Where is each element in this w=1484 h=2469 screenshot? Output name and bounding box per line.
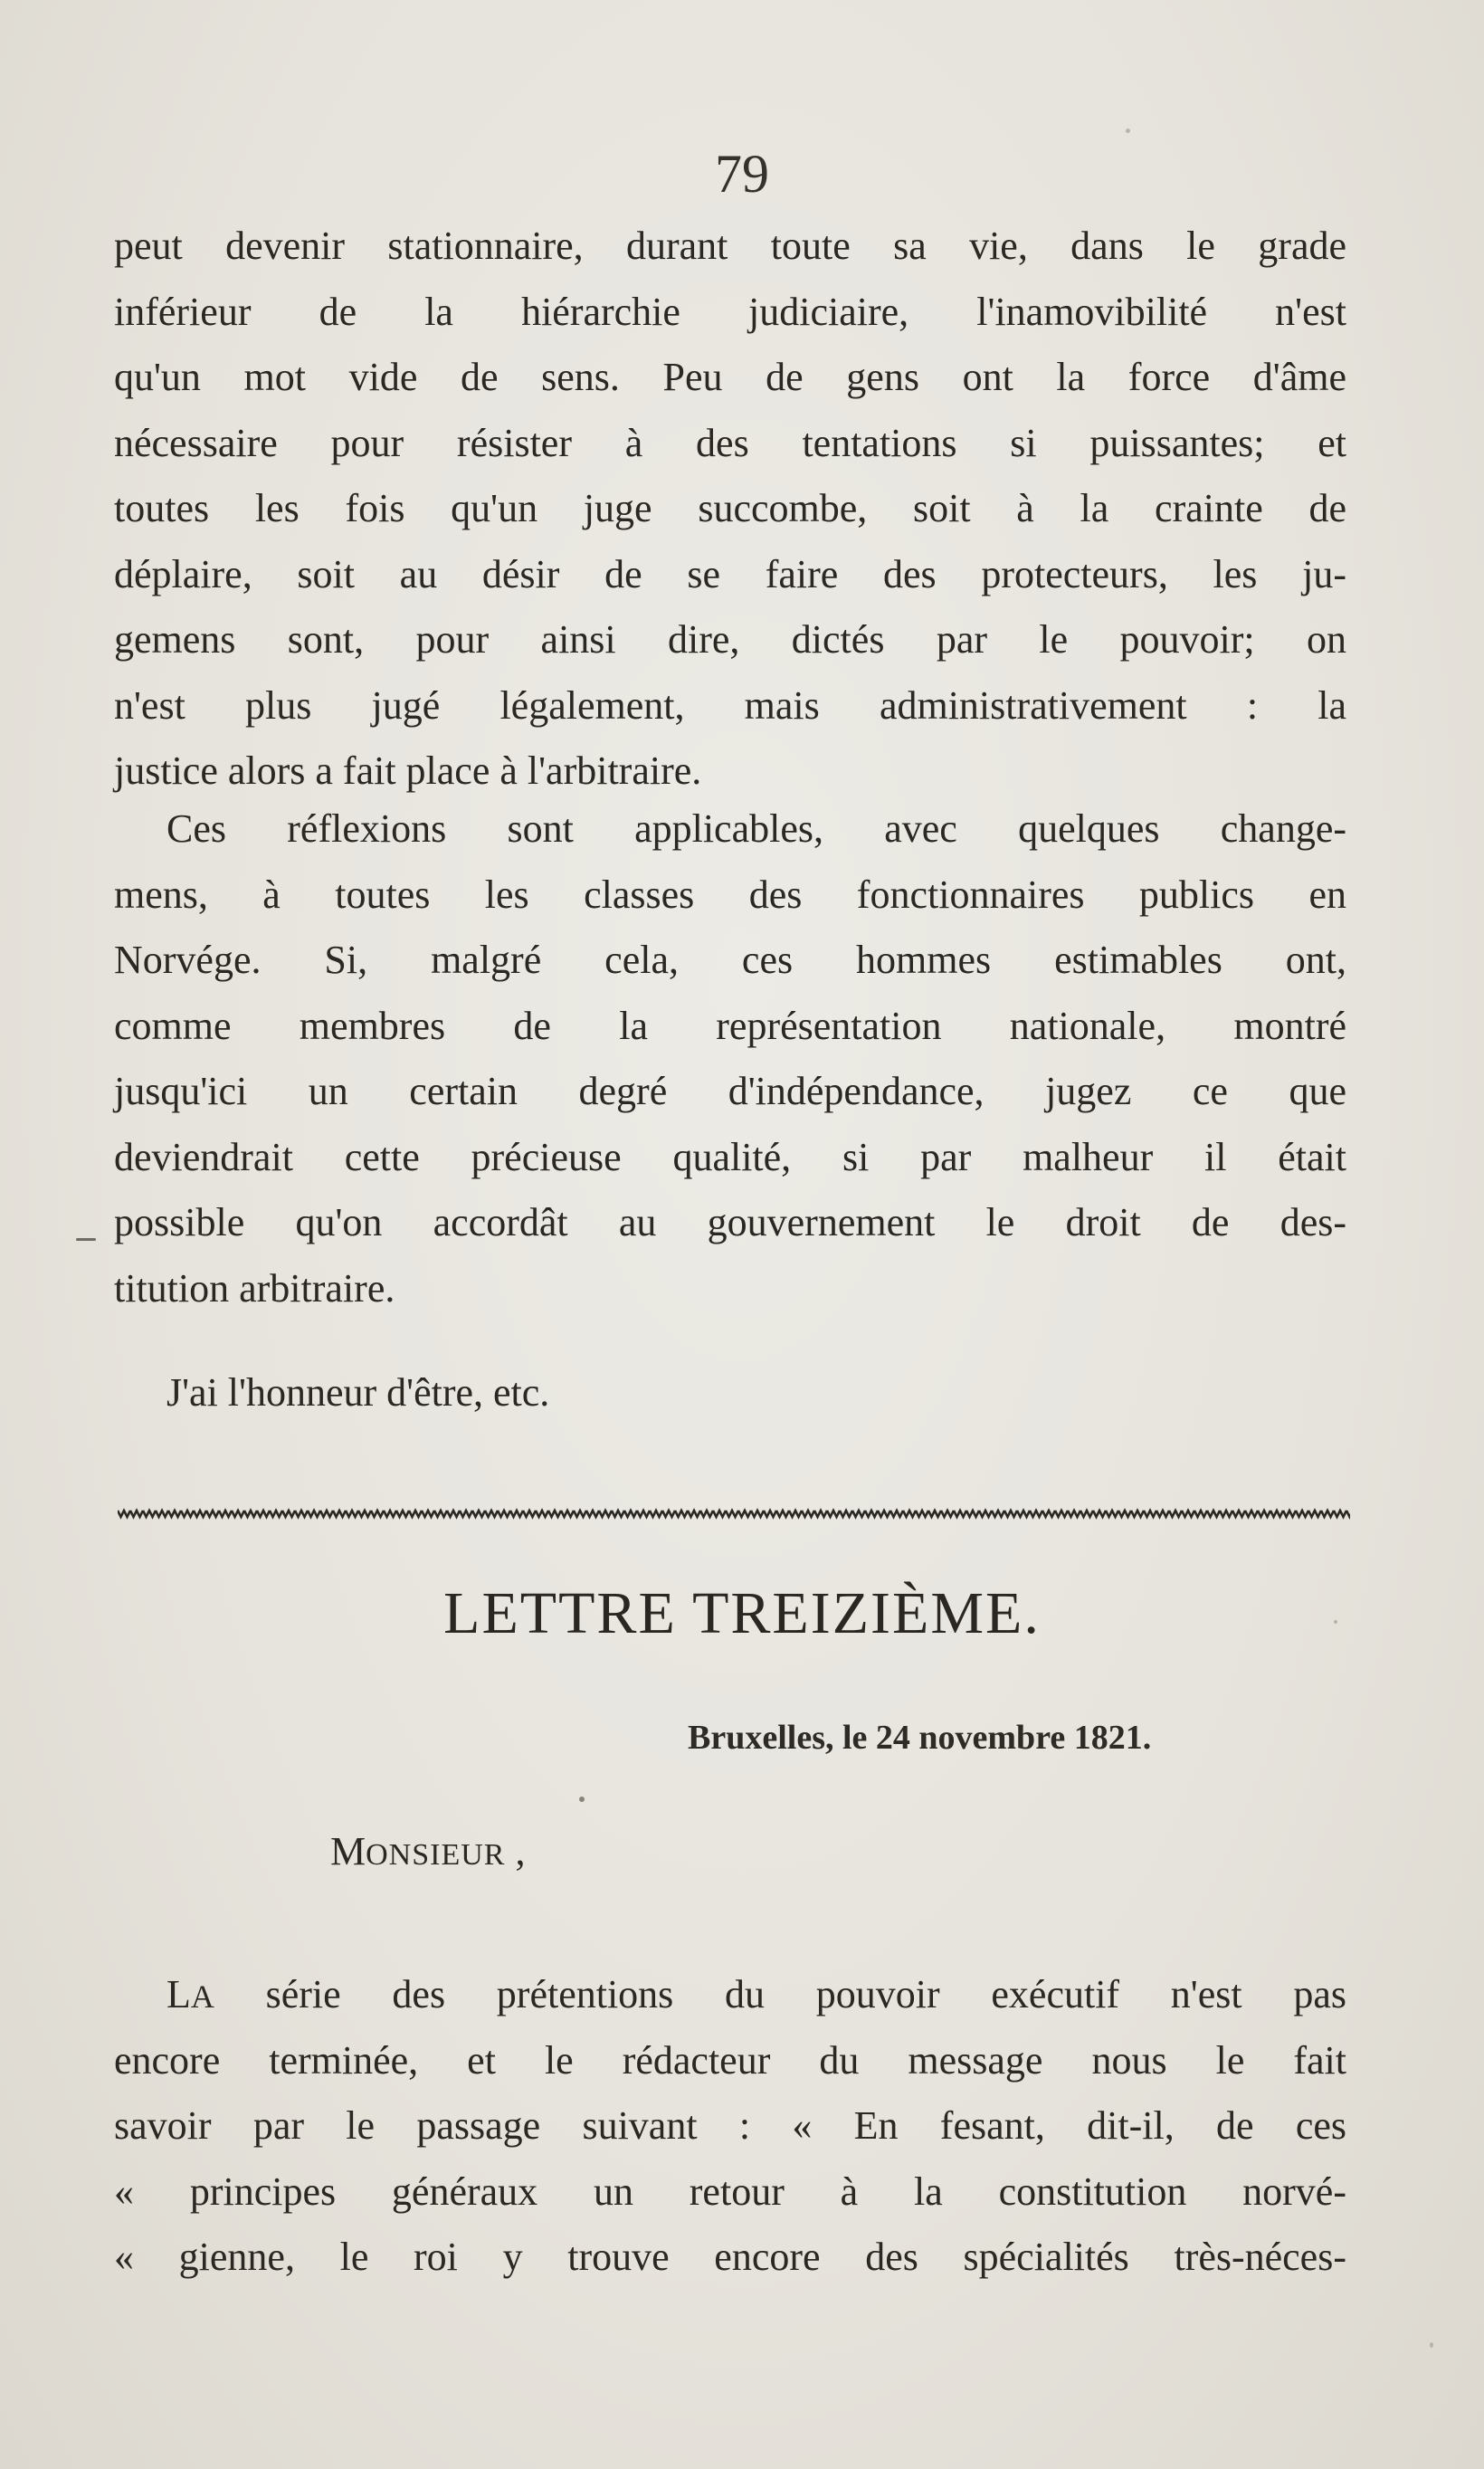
page-number: 79 <box>715 144 769 204</box>
paper-speck <box>1430 2342 1433 2348</box>
text-line: possible qu'on accordât au gouvernement le droit de des- <box>114 1200 1346 1244</box>
text-line: « gienne, le roi y trouve encore des spécialités très-néces- <box>114 2235 1346 2279</box>
paragraph-first-rest: série des prétentions du pouvoir exécutif n'est pas <box>214 1972 1346 2016</box>
text-line: savoir par le passage suivant : « En fesant, dit-il, de ces <box>114 2103 1346 2148</box>
text-line: n'est plus jugé légalement, mais administrativement : la <box>114 682 1346 728</box>
text-line: Ces réflexions sont applicables, avec quelques change- <box>166 806 1346 851</box>
text-line: gemens sont, pour ainsi dire, dictés par le pouvoir; on <box>114 617 1346 662</box>
text-line: Norvége. Si, malgré cela, ces hommes estimables ont, <box>114 938 1346 982</box>
text-line: mens, à toutes les classes des fonctionnaires publics en <box>114 872 1346 917</box>
text-line: peut devenir stationnaire, durant toute sa vie, dans le grade <box>114 224 1346 268</box>
salutation-rest: ONSIEUR <box>366 1838 506 1872</box>
text-line: encore terminée, et le rédacteur du message nous le fait <box>114 2037 1346 2083</box>
text-line: justice alors a fait place à l'arbitraire. <box>114 748 702 793</box>
text-line: « principes généraux un retour à la constitution norvé- <box>114 2169 1346 2214</box>
paragraph-2 <box>114 796 1346 1321</box>
salutation <box>330 1828 525 1874</box>
closing-line: J'ai l'honneur d'être, etc. <box>166 1370 550 1415</box>
text-line: inférieur de la hiérarchie judiciaire, l'inamovibilité n'est <box>114 289 1346 334</box>
paragraph-initial: L <box>166 1972 191 2016</box>
paper-speck <box>579 1797 585 1802</box>
text-line: titution arbitraire. <box>114 1265 395 1311</box>
paragraph-1 <box>114 214 1346 805</box>
paper-speck <box>1334 1620 1337 1624</box>
text-line: toutes les fois qu'un juge succombe, soit à la crainte de <box>114 486 1346 530</box>
paragraph-3 <box>114 1962 1346 2291</box>
text-line: qu'un mot vide de sens. Peu de gens ont la force d'âme <box>114 355 1346 399</box>
salutation-initial: M <box>330 1829 366 1873</box>
letter-heading: LETTRE TREIZIÈME. <box>443 1580 1041 1646</box>
salutation-punct: , <box>515 1829 526 1873</box>
text-line: deviendrait cette précieuse qualité, si par malheur il était <box>114 1134 1346 1179</box>
ornamental-rule <box>118 1507 1350 1520</box>
paper-speck <box>76 1238 96 1241</box>
dateline: Bruxelles, le 24 novembre 1821. <box>688 1719 1152 1757</box>
text-line: nécessaire pour résister à des tentations si puissantes; et <box>114 420 1346 465</box>
paragraph-initial-sc: A <box>190 1978 214 2015</box>
text-line: jusqu'ici un certain degré d'indépendance, jugez ce que <box>114 1069 1346 1113</box>
text-line: déplaire, soit au désir de se faire des protecteurs, les ju- <box>114 551 1346 596</box>
text-line: comme membres de la représentation nationale, montré <box>114 1003 1346 1048</box>
paper-speck <box>1126 129 1130 133</box>
text-line <box>114 1962 1346 2028</box>
